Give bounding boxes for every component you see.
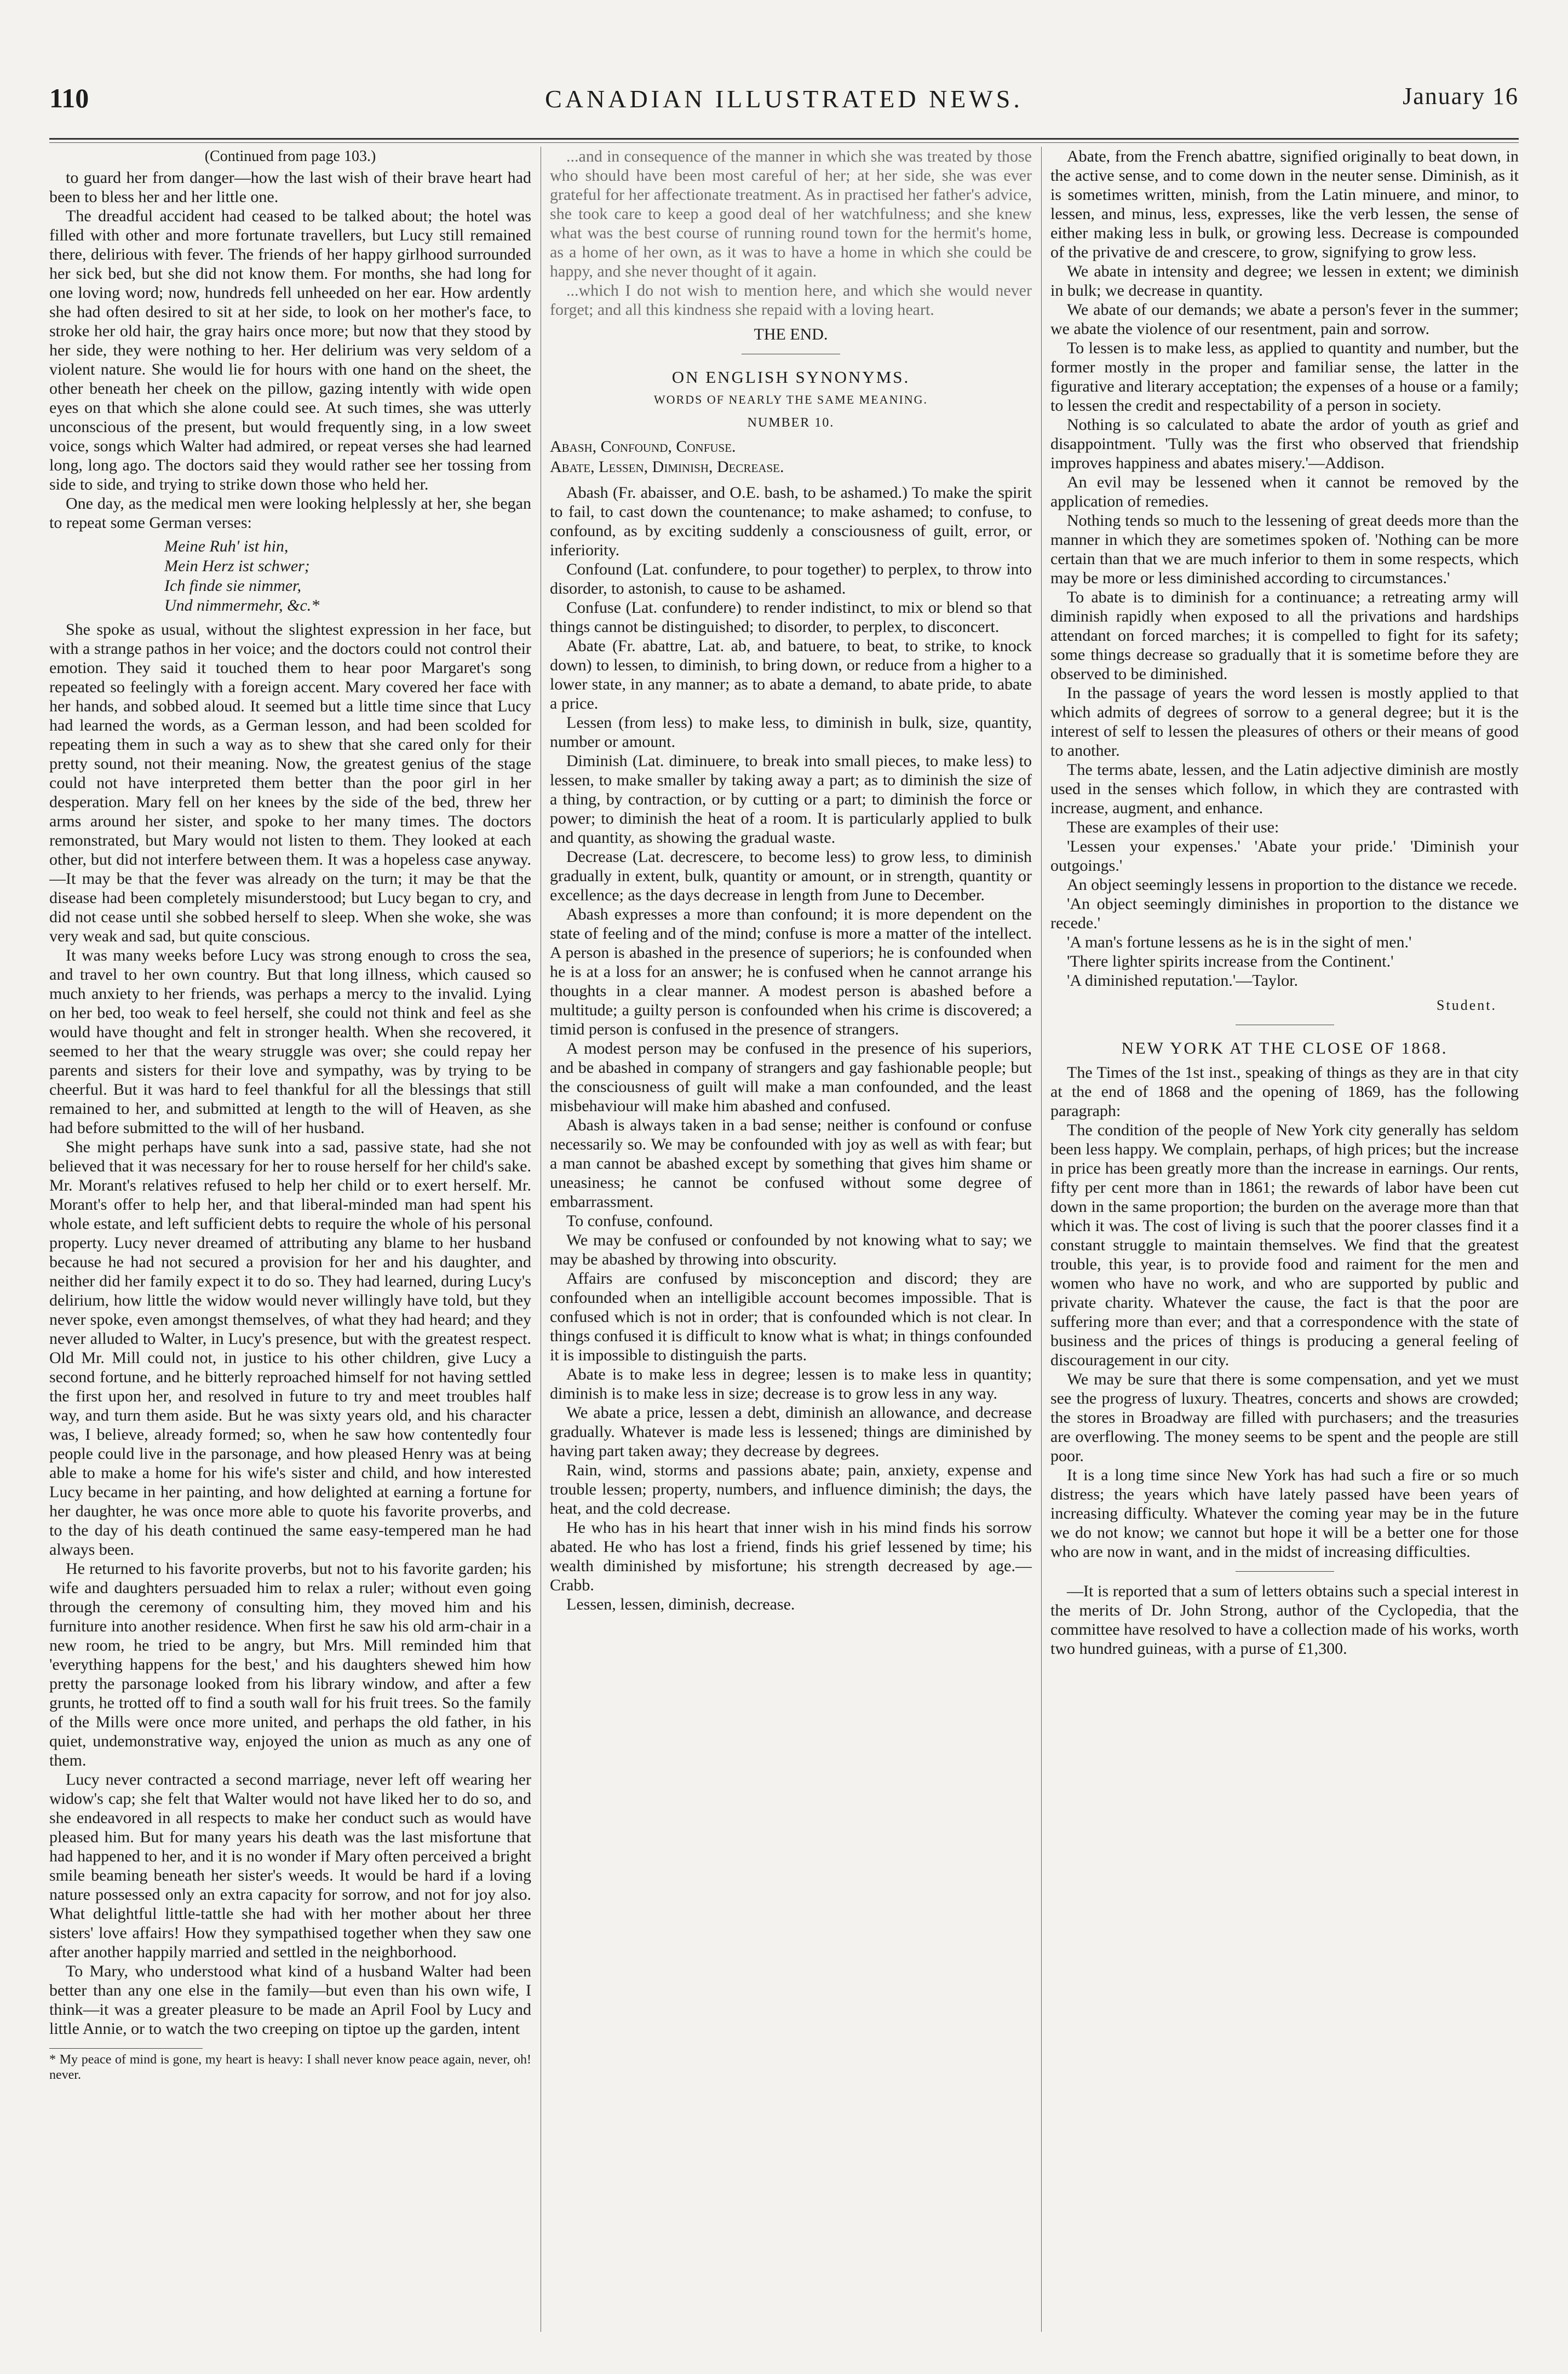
section-rule: [1236, 1571, 1334, 1572]
column-left: [49, 147, 531, 2332]
article-paragraph: Abash expresses a more than confound; it is more dependent on the state of feeling and of the mind; confuse is more a matter of the intellect. A person is abashed in the presence of superiors; he is confounded when he is at a loss for an answer; he is confused when he cannot arrange his thoughts in a clear manner. A modest person is abashed before a multitude; a guilty person is confounded when his crime is discovered; a timid person is confused in the presence of strangers.: [550, 905, 1032, 1038]
story-paragraph: To Mary, who understood what kind of a husband Walter had been better than any one else in the family—but even than his own wife, I think—it was a greater pleasure to be made an April Fool by Lucy and little Annie, or to watch the two creeping on tiptoe up the garden, intent: [49, 1962, 531, 2038]
footnote-rule: [49, 2048, 203, 2049]
section-number: NUMBER 10.: [747, 416, 835, 430]
column-right: [1050, 147, 1519, 2332]
article-paragraph: 'Lessen your expenses.' 'Abate your pride.' 'Diminish your outgoings.': [1050, 837, 1519, 875]
article-paragraph: Abate is to make less in degree; lessen is to make less in quantity; diminish is to make less in size; decrease is to grow less in any way.: [550, 1365, 1032, 1402]
article-paragraph: In the passage of years the word lessen is mostly applied to that which admits of degrees of sorrow to a general degree; but it is the interest of self to lessen the pleasures of others or their means of good to another.: [1050, 684, 1519, 760]
article-paragraph: He who has in his heart that inner wish in his mind finds his sorrow abated. He who has lost a friend, finds his grief lessened by time; his wealth diminished by misfortune; his strength decreased by age.—Crabb.: [550, 1519, 1032, 1594]
header-rule-thin: [49, 142, 1519, 143]
article-paragraph: Confuse (Lat. confundere) to render indistinct, to mix or blend so that things cannot be distinguished; to disorder, to perplex, to disconcert.: [550, 599, 1032, 636]
article-paragraph: Affairs are confused by misconception and discord; they are confounded when an intelligible account becomes impossible. That is confused which is not in order; that is confounded which is not clear. In things confused it is difficult to know what is what; in things confounded it is impossible to distinguish the parts.: [550, 1269, 1032, 1364]
article-paragraph: Abash is always taken in a bad sense; neither is confound or confuse necessarily so. We may be confounded with joy as well as with fear; but a man cannot be abashed except by something that gives him shame or uneasiness; he cannot be confused without some degree of embarrassment.: [550, 1116, 1032, 1211]
article-paragraph: Nothing tends so much to the lessening of great deeds more than the manner in which they are sometimes spoken of. 'Nothing can be more certain than that we are much inferior to them in some respects, which may be more or less diminished according to circumstances.': [1050, 511, 1519, 587]
article-paragraph: These are examples of their use:: [1067, 818, 1279, 836]
article-paragraph: Abate, from the French abattre, signified originally to beat down, in the active sense, and to come down in the neuter sense. Diminish, as it is sometimes written, minish, from the Latin minuere, and minor, to lessen, and minus, less, expresses, like the verb lessen, the sense of either making less in bulk, or growing less. Decrease is compounded of the privative de and crescere, to grow, signifying to grow less.: [1050, 147, 1519, 261]
newspaper-masthead: CANADIAN ILLUSTRATED NEWS.: [545, 85, 1023, 113]
story-paragraph: It was many weeks before Lucy was strong enough to cross the sea, and travel to her own country. But that long illness, which caused so much anxiety to her friends, was perhaps a mercy to the invalid. Lying on her bed, too weak to feel herself, she could not think and feel as she would have thought and felt in stronger health. When she recovered, it seemed to her that the weary struggle was over; she could repay her parents and sisters for their love and sympathy, was by trying to be cheerful. But it was hard to feel thankful for all the blessings that still remained to her, and submitted at length to the will of Heaven, as she had before submitted to the will of her husband.: [49, 946, 531, 1137]
article-paragraph: To confuse, confound.: [566, 1212, 713, 1230]
article-paragraph: Lessen, lessen, diminish, decrease.: [566, 1595, 795, 1613]
story-paragraph: Lucy never contracted a second marriage, never left off wearing her widow's cap; she felt that Walter would not have liked her to do so, and she endeavored in all respects to make her conduct such as would have pleased him. But for many years his death was the last misfortune that had happened to her, and it is no wonder if Mary often perceived a bright smile beaming beneath her sister's weeds. It would be hard if a loving nature possessed only an extra capacity for sorrow, and not for joy also. What delightful little-tattle she had with her mother about her three sisters' love affairs! How they sympathised together when they saw one after another happily married and settled in the neighborhood.: [49, 1771, 531, 1961]
article-paragraph: To abate is to diminish for a continuance; a retreating army will diminish rapidly when exposed to all the privations and hardships attendant on forced marches; it is compelled to fight for its safety; some things decrease so gradually that it is sometime before they are observed to be diminished.: [1050, 588, 1519, 683]
article-paragraph: We abate a price, lessen a debt, diminish an allowance, and decrease gradually. Whatever is made less is lessened; things are diminished by having part taken away; they decrease by degrees.: [550, 1404, 1032, 1460]
article-paragraph: Nothing is so calculated to abate the ardor of youth as grief and disappointment. 'Tully was the first who observed that friendship improves happiness and abates misery.'—Addison.: [1050, 416, 1519, 472]
article-paragraph: Abash (Fr. abaisser, and O.E. bash, to be ashamed.) To make the spirit to fail, to cast down the countenance; to make ashamed; to confuse, to confound, as by exciting suddenly a consciousness of guilt, error, or inferiority.: [550, 484, 1032, 559]
article-paragraph: The condition of the people of New York city generally has seldom been less happy. We complain, perhaps, of high prices; but the increase in price has been greatly more than the increase in earnings. Our rents, fifty per cent more than in 1861; the rewards of labor have been cut down in the same proportion; the burden on the average more than that which it was. The cost of living is such that the poorer classes find it a constant struggle to maintain themselves. We find that the greatest trouble, this year, is to provide food and raiment for the men and women who have no work, and who are supported by public and private charity. Whatever the cause, the fact is that the poor are suffering more than ever; and that a correspondence with the state of business and the prices of things is producing a general feeling of discouragement in our city.: [1050, 1121, 1519, 1369]
article-paragraph: Diminish (Lat. diminuere, to break into small pieces, to make less) to lessen, to make smaller by taking away a part; as to diminish the size of a thing, by contraction, or by cutting or a part; to diminish the force or power; to diminish the heat of a room. It is particularly applied to bulk and quantity, as showing the gradual waste.: [550, 752, 1032, 847]
story-paragraph: He returned to his favorite proverbs, but not to his favorite garden; his wife and daughters persuaded him to relax a ruler; without even going through the ceremony of consulting him, they moved him and his furniture into another residence. When first he saw his old arm-chair in a new room, he tried to be angry, but Mrs. Mill reminded him that 'everything happens for the best,' and his daughters shewed him how pretty the parsonage looked from his library window, and after a few grunts, he trotted off to find a south wall for his fruit trees. So the family of the Mills were once more united, and perhaps the old father, in his quiet, undemonstrative way, enjoyed the union as much as any one of them.: [49, 1560, 531, 1769]
article-paragraph: The Times of the 1st inst., speaking of things as they are in that city at the end of 1868 and the opening of 1869, has the following paragraph:: [1050, 1064, 1519, 1120]
article-paragraph: 'A man's fortune lessens as he is in the sight of men.': [1067, 933, 1412, 951]
news-note: —It is reported that a sum of letters obtains such a special interest in the merits of Dr. John Strong, author of the Cyclopedia, that the committee have resolved to have a collection made of his works, worth two hundred guineas, with a purse of £1,300.: [1050, 1582, 1519, 1658]
synonym-group: Abash, Confound, Confuse.: [550, 438, 736, 456]
article-paragraph: To lessen is to make less, as applied to quantity and number, but the former mostly in the proper and familiar sense, the latter in the figurative and literary acceptation; the expenses of a house or a family; to lessen the credit and respectability of a person in society.: [1050, 339, 1519, 415]
story-paragraph: ...which I do not wish to mention here, and which she would never forget; and all this kindness she repaid with a loving heart.: [550, 281, 1032, 319]
article-paragraph: It is a long time since New York has had such a fire or so much distress; the years which have lately passed have been years of increasing difficulty. Whatever the coming year may be in the future we do not know; we cannot but hope it will be a better one for those who are now in want, and in the midst of increasing difficulties.: [1050, 1466, 1519, 1561]
spacer: [550, 319, 1032, 325]
article-paragraph: We may be sure that there is some compensation, and yet we must see the progress of luxury. Theatres, concerts and shows are crowded; the stores in Broadway are filled with purchasers; and the treasuries are overflowing. The money seems to be spent and the people are still poor.: [1050, 1370, 1519, 1465]
author-signature: Student.: [1437, 997, 1497, 1013]
article-paragraph: A modest person may be confused in the presence of his superiors, and be abashed in company of strangers and gay fashionable people; but the consciousness of guilt will make a man confounded, and the least misbehaviour will make him abashed and confused.: [550, 1039, 1032, 1115]
column-middle: [550, 147, 1032, 2332]
story-paragraph: She spoke as usual, without the slightest expression in her face, but with a strange pathos in her voice; and the doctors could not control their emotion. They said it touched them to hear poor Margaret's song repeated so feelingly with a foreign accent. Mary covered her face with her hands, and sobbed aloud. It seemed but a little time since that Lucy had learned the words, as a German lesson, and had been scolded for repeating them in such a way as to shew that she cared only for their pretty sound, not their meaning. Now, the greatest genius of the stage could not have interpreted them better than the poor girl in her desperation. Mary fell on her knees by the side of the bed, threw her arms around her sister, and spoke to her many times. The doctors remonstrated, but Mary would not listen to them. They looked at each other, but did not interfere between them. It was a hopeless case anyway.—It may be that the fever was already on the turn; it may be that the disease had been completely misunderstood; but Lucy began to cry, and did not cease until she sobbed herself to sleep. When she woke, she was very weak and sad, but quite conscious.: [49, 620, 531, 945]
article-paragraph: Lessen (from less) to make less, to diminish in bulk, size, quantity, number or amount.: [550, 714, 1032, 751]
article-paragraph: We abate in intensity and degree; we lessen in extent; we diminish in bulk; we decrease in quantity.: [1050, 262, 1519, 300]
story-end-marker: THE END.: [754, 325, 828, 343]
article-paragraph: An object seemingly lessens in proportion to the distance we recede.: [1067, 876, 1518, 894]
verse-line: Ich finde sie nimmer,: [164, 577, 301, 595]
article-paragraph: Rain, wind, storms and passions abate; pain, anxiety, expense and trouble lessen; property, numbers, and influence diminish; the days, the heat, and the cold decrease.: [550, 1461, 1032, 1517]
article-paragraph: We may be confused or confounded by not knowing what to say; we may be abashed by throwing into obscurity.: [550, 1231, 1032, 1268]
article-paragraph: Abate (Fr. abattre, Lat. ab, and batuere, to beat, to strike, to knock down) to lessen, to diminish, to bring down, or reduce from a higher to a lower state, in any manner; as to abate a demand, to abate pride, to abate a price.: [550, 637, 1032, 712]
article-paragraph: 'There lighter spirits increase from the Continent.': [1067, 952, 1394, 970]
german-verse: [49, 537, 531, 616]
article-paragraph: We abate of our demands; we abate a person's fever in the summer; we abate the violence of our resentment, pain and sorrow.: [1050, 301, 1519, 338]
spacer: [550, 478, 1032, 483]
verse-line: Und nimmermehr, &c.*: [164, 596, 320, 614]
story-paragraph: to guard her from danger—how the last wish of their brave heart had been to bless her and her little one.: [49, 169, 531, 206]
article-paragraph: The terms abate, lessen, and the Latin adjective diminish are mostly used in the senses which follow, in which they are contrasted with increase, augment, and enhance.: [1050, 761, 1519, 817]
page-number: 110: [49, 83, 89, 113]
article-paragraph: 'A diminished reputation.'—Taylor.: [1067, 972, 1298, 990]
section-title: NEW YORK AT THE CLOSE OF 1868.: [1121, 1038, 1448, 1057]
page-header: [49, 82, 1519, 126]
spacer: [1050, 1057, 1519, 1063]
section-subtitle: WORDS OF NEARLY THE SAME MEANING.: [653, 393, 928, 406]
footnote: * My peace of mind is gone, my heart is heavy: I shall never know peace again, never, oh! never.: [49, 2053, 531, 2082]
issue-date: January 16: [1403, 83, 1519, 110]
story-paragraph: ...and in consequence of the manner in which she was treated by those who should have been most careful of her; at her side, she was ever grateful for her affectionate treatment. As in practised her father's advice, she took care to keep a good deal of her watchfulness; and she knew what was the best course of running round town for the hermit's home, as a home of her own, as it was to have a home in which she could be happy, and she never thought of it again.: [550, 147, 1032, 280]
verse-line: Meine Ruh' ist hin,: [164, 537, 289, 555]
article-paragraph: An evil may be lessened when it cannot be removed by the application of remedies.: [1050, 473, 1519, 510]
story-paragraph: One day, as the medical men were looking helplessly at her, she began to repeat some German verses:: [49, 495, 531, 532]
synonym-group: Abate, Lessen, Diminish, Decrease.: [550, 458, 784, 476]
article-paragraph: Decrease (Lat. decrescere, to become less) to grow less, to diminish gradually in extent, bulk, quantity or amount, or in strength, quantity or excellence; as the days decrease in length from June to December.: [550, 848, 1032, 904]
story-paragraph: She might perhaps have sunk into a sad, passive state, had she not believed that it was necessary for her to rouse herself for her child's sake. Mr. Morant's relatives refused to help her child or to exert herself. Mr. Morant's offer to help her, and that liberal-minded man had spent his whole estate, and left sufficient debts to require the whole of his personal property. Lucy never dreamed of attributing any blame to her husband because he had not secured a provision for her and his daughter, and neither did her family expect it to do so. They had learned, during Lucy's delirium, how little the widow would never willingly have told, but they never spoke, even amongst themselves, of what they had heard; and they never alluded to Walter, in Lucy's presence, but with the greatest respect. Old Mr. Mill could not, in justice to his other children, give Lucy a second fortune, and he bitterly reproached himself for not having settled the first upon her, and resolved in future to try and meet troubles half way, and turn them aside. But he was sixty years old, and his character was, I believe, already formed; so, when he saw how contentedly four people could live in the parsonage, and how pleased Henry was at being able to make a home for his wife's sister and child, and how interested Lucy became in her painting, and how delighted at earning a fortune for her daughter, he was once more able to quote his favorite proverbs, and to the day of his death continued the same easy-tempered man he had always been.: [49, 1138, 531, 1559]
section-title: ON ENGLISH SYNONYMS.: [671, 367, 910, 387]
article-paragraph: Confound (Lat. confundere, to pour together) to perplex, to throw into disorder, to astonish, to cause to be ashamed.: [550, 560, 1032, 597]
column-divider: [1041, 147, 1042, 2332]
story-paragraph: The dreadful accident had ceased to be talked about; the hotel was filled with other and more fortunate travellers, but Lucy still remained there, delirious with fever. The friends of her happy girlhood surrounded her sick bed, but she did not know them. For months, she had long for one loving word; now, hundreds fell unheeded on her ear. How ardently she had often desired to sit at her side, to look on her mother's face, to stroke her old hair, the gray hairs once more; but now that they stood by her side, they were nothing to her. Her delirium was very seldom of a violent nature. She would lie for hours with one hand on the sheet, the other beneath her cheek on the pillow, gazing intently with wide open eyes on that which she alone could see. At such times, she was utterly unconscious of the present, but would frequently sing, in a low sweet voice, songs which Walter had admired, or repeat verses she had learned long, long ago. The doctors said they would rather see her tossing from side to side, and trying to strike down those who held her.: [49, 207, 531, 493]
header-rule: [49, 138, 1519, 140]
verse-line: Mein Herz ist schwer;: [164, 557, 310, 575]
continued-note: (Continued from page 103.): [204, 148, 376, 165]
article-paragraph: 'An object seemingly diminishes in proportion to the distance we recede.': [1050, 895, 1519, 932]
